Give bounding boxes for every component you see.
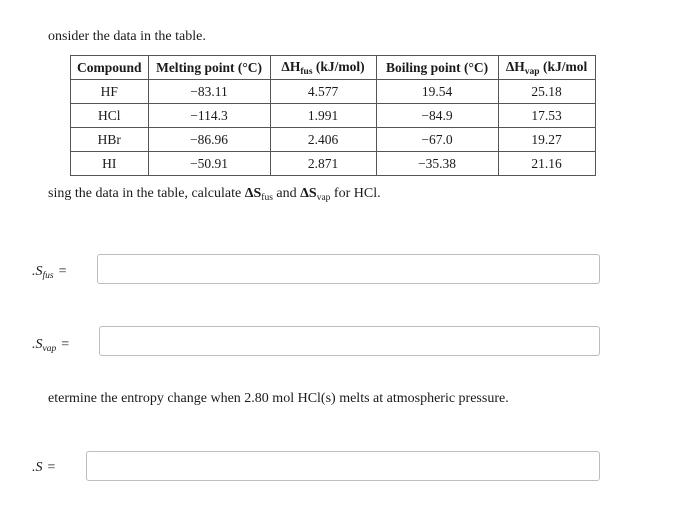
cell-boiling-point: 19.54 (376, 80, 498, 104)
question-calculate-entropy: sing the data in the table, calculate $\Delta S_{fus}$ and $\Delta S_{vap}$ for HCl. (48, 186, 381, 203)
header-melting-point: Melting point (°C) (148, 56, 270, 80)
question-entropy-change: etermine the entropy change when 2.80 mol HCl(s) melts at atmospheric pressure. (48, 391, 509, 406)
data-table (70, 55, 596, 176)
cell-compound: HCl (71, 104, 149, 128)
cell-dh-vap: 17.53 (498, 104, 595, 128)
intro-text: onsider the data in the table. (48, 29, 206, 44)
ds-vap-input[interactable] (99, 326, 600, 356)
table-row (71, 128, 596, 152)
cell-compound: HF (71, 80, 149, 104)
header-dh-fus: $\Delta H_{fus}$ (kJ/mol) (270, 56, 376, 80)
cell-boiling-point: −35.38 (376, 152, 498, 176)
ds-fus-input[interactable] (97, 254, 600, 284)
cell-boiling-point: −67.0 (376, 128, 498, 152)
header-dh-vap: $\Delta H_{vap}$ (kJ/mol (498, 56, 595, 80)
cell-melting-point: −83.11 (148, 80, 270, 104)
cell-dh-vap: 21.16 (498, 152, 595, 176)
header-boiling-point: Boiling point (°C) (376, 56, 498, 80)
cell-melting-point: −114.3 (148, 104, 270, 128)
label-ds: .S = (32, 460, 56, 475)
cell-dh-fus: 4.577 (270, 80, 376, 104)
cell-dh-fus: 2.406 (270, 128, 376, 152)
table-row (71, 104, 596, 128)
cell-compound: HBr (71, 128, 149, 152)
cell-dh-fus: 1.991 (270, 104, 376, 128)
label-ds-fus: $.S_{fus}$ = (32, 264, 67, 281)
label-ds-vap: $.S_{vap}$ = (32, 337, 70, 354)
ds-input[interactable] (86, 451, 600, 481)
table-header-row (71, 56, 596, 80)
table-row (71, 152, 596, 176)
cell-melting-point: −86.96 (148, 128, 270, 152)
cell-dh-vap: 19.27 (498, 128, 595, 152)
cell-dh-fus: 2.871 (270, 152, 376, 176)
cell-dh-vap: 25.18 (498, 80, 595, 104)
cell-boiling-point: −84.9 (376, 104, 498, 128)
table-row (71, 80, 596, 104)
header-compound: Compound (71, 56, 149, 80)
cell-compound: HI (71, 152, 149, 176)
cell-melting-point: −50.91 (148, 152, 270, 176)
